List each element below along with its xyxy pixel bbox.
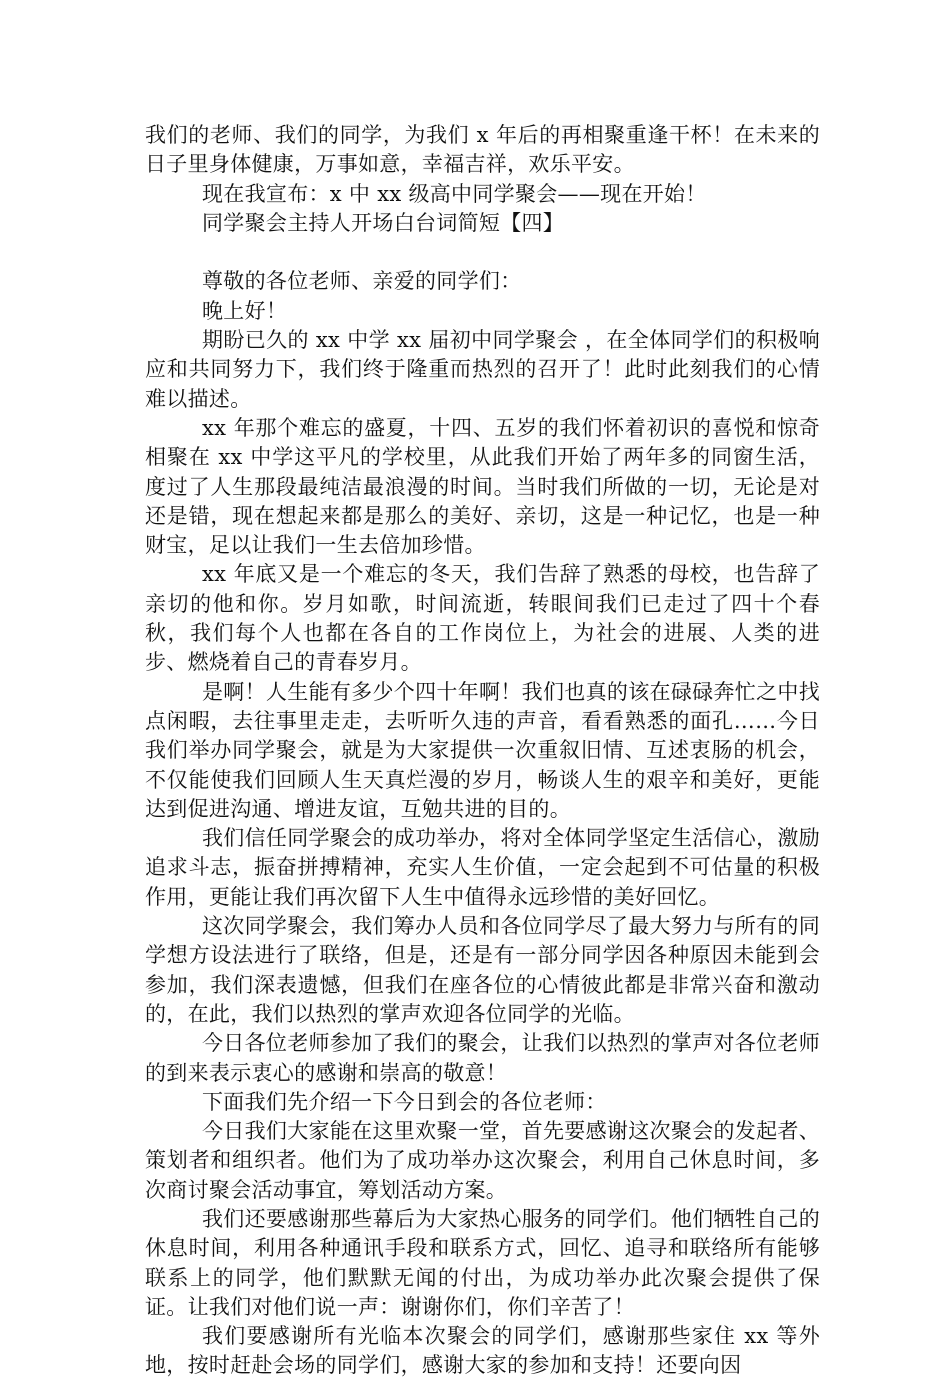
paragraph: 我们还要感谢那些幕后为大家热心服务的同学们。他们牺牲自己的休息时间，利用各种通讯手段和联系方式，回忆、追寻和联络所有能够联系上的同学，他们默默无闻的付出，为成功举办此次聚会提供了保证。让我们对他们说一声：谢谢你们，你们辛苦了！ — [145, 1206, 820, 1319]
paragraph: 这次同学聚会，我们筹办人员和各位同学尽了最大努力与所有的同学想方设法进行了联络，但是，还是有一部分同学因各种原因未能到会参加，我们深表遗憾，但我们在座各位的心情彼此都是非常兴奋和激动的，在此，我们以热烈的掌声欢迎各位同学的光临。 — [145, 914, 820, 1026]
paragraph: xx 年那个难忘的盛夏，十四、五岁的我们怀着初识的喜悦和惊奇相聚在 xx 中学这平凡的学校里，从此我们开始了两年多的同窗生活，度过了人生那段最纯洁最浪漫的时间。当时我们所做的一切，无论是对还是错，现在想起来都是那么的美好、亲切，这是一种记忆，也是一种财宝，足以让我们一生去倍加珍惜。 — [145, 415, 820, 558]
salutation: 尊敬的各位老师、亲爱的同学们： — [202, 269, 522, 294]
greeting: 晚上好！ — [202, 298, 288, 323]
paragraph: xx 年底又是一个难忘的冬天，我们告辞了熟悉的母校，也告辞了亲切的他和你。岁月如歌，时间流逝，转眼间我们已走过了四十个春秋，我们每个人也都在各自的工作岗位上，为社会的进展、人类的进步、燃烧着自己的青春岁月。 — [145, 562, 820, 675]
paragraph: 我们信任同学聚会的成功举办，将对全体同学坚定生活信心，激励追求斗志，振奋拼搏精神，充实人生价值，一定会起到不可估量的积极作用，更能让我们再次留下人生中值得永远珍惜的美好回忆。 — [145, 826, 820, 909]
paragraph: 今日我们大家能在这里欢聚一堂，首先要感谢这次聚会的发起者、策划者和组织者。他们为了成功举办这次聚会，利用自己休息时间，多次商讨聚会活动事宜，筹划活动方案。 — [145, 1119, 820, 1202]
paragraph-toast: 我们的老师、我们的同学，为我们 x 年后的再相聚重逢干杯！在未来的日子里身体健康，万事如意，幸福吉祥，欢乐平安。 — [145, 123, 820, 177]
paragraph-announcement: 现在我宣布：x 中 xx 级高中同学聚会——现在开始！ — [202, 181, 707, 206]
paragraph: 今日各位老师参加了我们的聚会，让我们以热烈的掌声对各位老师的到来表示衷心的感谢和崇高的敬意！ — [145, 1031, 820, 1085]
paragraph: 期盼已久的 xx 中学 xx 届初中同学聚会 ，在全体同学们的积极响应和共同努力下，我们终于隆重而热烈的召开了！此时此刻我们的心情难以描述。 — [145, 328, 820, 411]
document-body — [145, 121, 820, 1381]
paragraph: 是啊！人生能有多少个四十年啊！我们也真的该在碌碌奔忙之中找点闲暇，去往事里走走，去听听久违的声音，看看熟悉的面孔……今日我们举办同学聚会，就是为大家提供一次重叙旧情、互述衷肠的机会，不仅能使我们回顾人生天真烂漫的岁月，畅谈人生的艰辛和美好，更能达到促进沟通、增进友谊，互勉共进的目的。 — [145, 679, 820, 821]
paragraph: 我们要感谢所有光临本次聚会的同学们，感谢那些家住 xx 等外地，按时赶赴会场的同学们，感谢大家的参加和支持！还要向因 — [145, 1324, 820, 1378]
blank-line — [145, 238, 820, 267]
section-heading: 同学聚会主持人开场白台词简短【四】 — [202, 210, 565, 235]
paragraph: 下面我们先介绍一下今日到会的各位老师： — [202, 1089, 607, 1114]
